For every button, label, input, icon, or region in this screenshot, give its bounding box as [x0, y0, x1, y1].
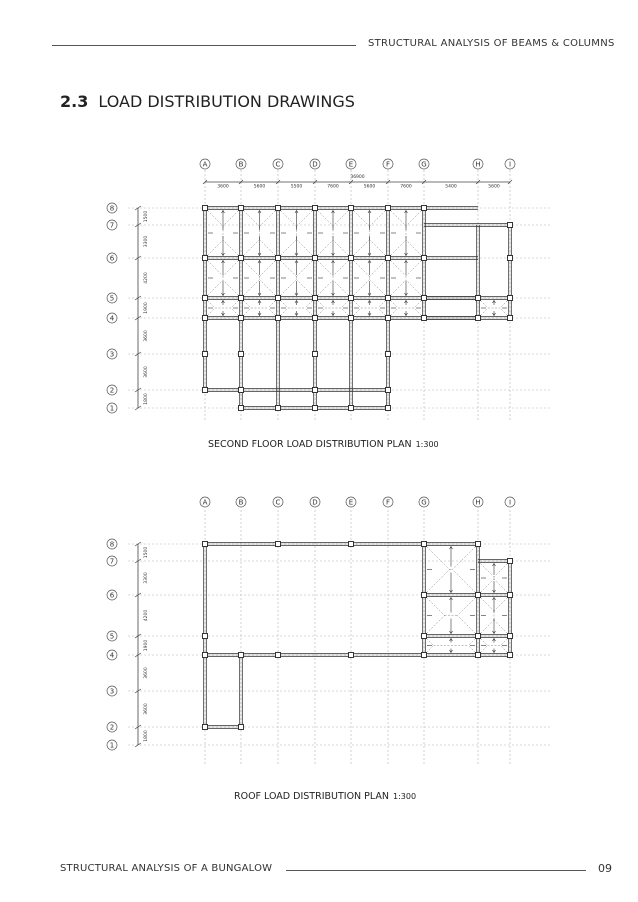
column-marker: [203, 653, 208, 658]
column-marker: [386, 352, 391, 357]
row-dimension: 3300: [144, 572, 149, 584]
column-marker: [239, 725, 244, 730]
grid-column-G-label: G: [421, 498, 427, 507]
row-dimension: 1900: [144, 639, 149, 652]
row-dimension: 1500: [144, 210, 149, 223]
grid-column-I-label: I: [508, 498, 512, 507]
section-heading: LOAD DISTRIBUTION DRAWINGS: [98, 92, 355, 111]
column-marker: [422, 593, 427, 598]
second-floor-plan: [0, 150, 638, 430]
load-line: [424, 616, 445, 637]
column-marker: [349, 542, 354, 547]
second-floor-scale: 1:300: [415, 440, 439, 449]
column-marker: [508, 296, 513, 301]
grid-row-2-label: 2: [109, 723, 115, 732]
grid-row-8-label: 8: [109, 540, 115, 549]
column-marker: [276, 256, 281, 261]
column-marker: [476, 634, 481, 639]
column-marker: [203, 206, 208, 211]
column-marker: [203, 352, 208, 357]
row-dimension: 3600: [144, 703, 149, 715]
column-marker: [313, 256, 318, 261]
load-line: [424, 544, 450, 570]
column-marker: [276, 316, 281, 321]
column-marker: [239, 388, 244, 393]
column-dimension: 5600: [253, 184, 266, 190]
column-dimension: 5400: [445, 184, 457, 190]
column-marker: [276, 206, 281, 211]
load-line: [453, 570, 479, 596]
column-marker: [349, 206, 354, 211]
column-marker: [386, 406, 391, 411]
column-marker: [386, 296, 391, 301]
grid-column-A-label: A: [202, 498, 208, 507]
column-dimension: 5600: [488, 184, 500, 190]
column-dimension: 7600: [327, 184, 339, 190]
row-dimension: 4200: [144, 609, 149, 622]
total-dimension: 36900: [350, 175, 365, 180]
column-marker: [239, 206, 244, 211]
grid-column-B-label: B: [238, 498, 244, 507]
row-dimension: 1800: [144, 393, 149, 405]
load-line: [424, 595, 445, 616]
column-marker: [422, 634, 427, 639]
load-line: [453, 544, 479, 570]
column-marker: [386, 316, 391, 321]
roof-caption: [234, 791, 416, 802]
grid-row-3-label: 3: [109, 687, 115, 696]
roof-scale: 1:300: [393, 792, 417, 801]
header-title: STRUCTURAL ANALYSIS OF BEAMS & COLUMNS: [368, 38, 615, 49]
column-marker: [276, 653, 281, 658]
grid-row-3-label: 3: [109, 350, 115, 359]
column-marker: [422, 256, 427, 261]
second-floor-caption: [208, 439, 439, 450]
grid-column-E-label: E: [348, 498, 354, 507]
row-dimension: 4200: [144, 272, 149, 284]
column-marker: [203, 256, 208, 261]
column-marker: [239, 352, 244, 357]
column-marker: [276, 406, 281, 411]
row-dimension: 1800: [144, 730, 149, 742]
column-marker: [422, 653, 427, 658]
column-marker: [203, 316, 208, 321]
grid-row-5-label: 5: [109, 294, 115, 303]
grid-column-I-label: I: [508, 160, 512, 169]
load-line: [458, 595, 479, 616]
column-marker: [508, 256, 513, 261]
section-title: [60, 92, 355, 111]
header-rule: [52, 45, 356, 46]
column-marker: [313, 406, 318, 411]
column-marker: [386, 256, 391, 261]
grid-column-H-label: H: [475, 498, 481, 507]
column-marker: [476, 542, 481, 547]
footer-rule: [286, 870, 586, 871]
column-marker: [476, 316, 481, 321]
column-marker: [313, 296, 318, 301]
column-marker: [508, 653, 513, 658]
grid-row-1-label: 1: [109, 404, 115, 413]
column-marker: [203, 725, 208, 730]
grid-column-D-label: D: [312, 160, 318, 169]
second-floor-drawing: [0, 150, 638, 430]
column-marker: [476, 653, 481, 658]
column-marker: [349, 406, 354, 411]
section-number: 2.3: [60, 92, 89, 111]
column-marker: [239, 653, 244, 658]
column-marker: [508, 559, 513, 564]
roof-plan: [0, 488, 638, 778]
roof-drawing: [0, 488, 638, 778]
page-number: 09: [598, 862, 612, 875]
column-marker: [239, 316, 244, 321]
grid-column-F-label: F: [385, 498, 391, 507]
row-dimension: 3300: [144, 235, 149, 248]
second-floor-caption-text: SECOND FLOOR LOAD DISTRIBUTION PLAN: [208, 439, 412, 450]
load-line: [478, 561, 494, 577]
roof-caption-text: ROOF LOAD DISTRIBUTION PLAN: [234, 791, 390, 802]
column-marker: [476, 593, 481, 598]
column-marker: [349, 316, 354, 321]
load-line: [458, 616, 479, 637]
row-dimension: 3600: [144, 366, 149, 378]
grid-row-7-label: 7: [109, 557, 115, 566]
grid-row-6-label: 6: [109, 591, 115, 600]
column-marker: [313, 388, 318, 393]
column-marker: [313, 352, 318, 357]
column-marker: [476, 296, 481, 301]
grid-row-4-label: 4: [109, 651, 115, 660]
column-marker: [203, 388, 208, 393]
column-marker: [313, 206, 318, 211]
grid-row-7-label: 7: [109, 221, 115, 230]
grid-row-2-label: 2: [109, 386, 115, 395]
column-marker: [203, 296, 208, 301]
column-marker: [422, 316, 427, 321]
grid-column-B-label: B: [238, 160, 244, 169]
column-marker: [203, 542, 208, 547]
column-marker: [349, 296, 354, 301]
column-marker: [239, 296, 244, 301]
row-dimension: 1500: [144, 546, 149, 559]
grid-column-C-label: C: [275, 498, 281, 507]
grid-column-D-label: D: [312, 498, 318, 507]
column-marker: [508, 223, 513, 228]
row-dimension: 3600: [144, 330, 149, 342]
grid-column-F-label: F: [385, 160, 391, 169]
grid-column-A-label: A: [202, 160, 208, 169]
grid-row-5-label: 5: [109, 632, 115, 641]
grid-row-4-label: 4: [109, 314, 115, 323]
column-marker: [239, 406, 244, 411]
grid-column-G-label: G: [421, 160, 427, 169]
column-marker: [349, 653, 354, 658]
grid-row-8-label: 8: [109, 204, 115, 213]
column-marker: [203, 634, 208, 639]
grid-column-E-label: E: [348, 160, 354, 169]
column-dimension: 3600: [217, 184, 229, 190]
footer-title: STRUCTURAL ANALYSIS OF A BUNGALOW: [60, 863, 273, 874]
grid-row-6-label: 6: [109, 254, 115, 263]
grid-column-C-label: C: [275, 160, 281, 169]
column-marker: [276, 542, 281, 547]
row-dimension: 1900: [144, 302, 149, 314]
column-dimension: 5500: [290, 184, 303, 190]
column-dimension: 5600: [363, 184, 376, 190]
load-line: [424, 570, 450, 596]
column-marker: [508, 593, 513, 598]
column-marker: [508, 634, 513, 639]
column-marker: [422, 296, 427, 301]
column-marker: [239, 256, 244, 261]
column-dimension: 7600: [400, 184, 412, 190]
column-marker: [386, 206, 391, 211]
column-marker: [276, 296, 281, 301]
column-marker: [386, 388, 391, 393]
column-marker: [349, 256, 354, 261]
column-marker: [508, 316, 513, 321]
row-dimension: 3600: [144, 667, 149, 679]
grid-column-H-label: H: [475, 160, 481, 169]
column-marker: [422, 206, 427, 211]
column-marker: [422, 542, 427, 547]
column-marker: [313, 316, 318, 321]
grid-row-1-label: 1: [109, 741, 115, 750]
